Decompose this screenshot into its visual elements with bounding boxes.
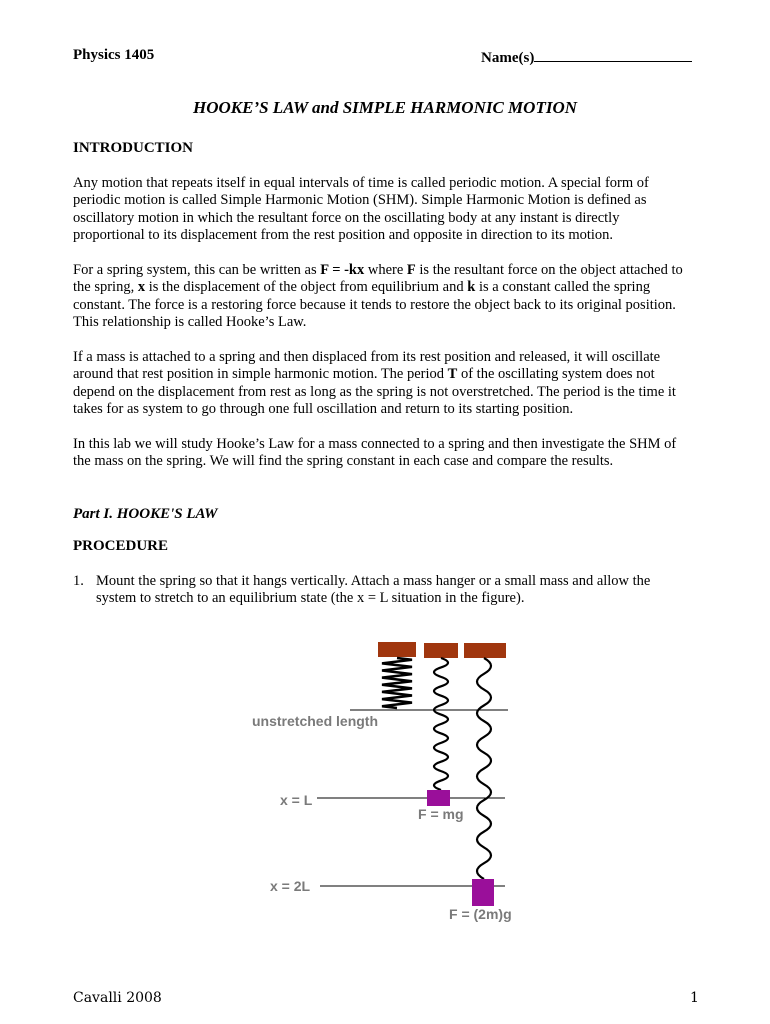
intro-paragraph-3: If a mass is attached to a spring and then displaced from its rest position and released, it will oscillate around that rest position in simple harmonic motion. The period T of the oscillating system does not depend on the displacement from rest as long as the spring is not overstretched. The period is the time it takes for as system to go through one full oscillation and return to its starting position. <box>73 349 676 418</box>
name-label: Name(s) <box>481 50 535 66</box>
spring-stretched-L <box>434 658 448 790</box>
procedure-step <box>73 573 693 608</box>
x-equals-L-label: x = L <box>280 792 313 808</box>
spring-mount-2 <box>424 643 458 658</box>
page-number: 1 <box>690 990 699 1006</box>
name-field <box>481 47 692 67</box>
part-1-heading: Part I. HOOKE'S LAW <box>73 506 218 522</box>
page-title: HOOKE’S LAW and SIMPLE HARMONIC MOTION <box>192 98 577 117</box>
force-2mg-label: F = (2m)g <box>449 906 512 922</box>
force-mg-label: F = mg <box>418 806 464 822</box>
step-number: 1. <box>73 573 84 589</box>
step-text: Mount the spring so that it hangs vertically. Attach a mass hanger or a small mass and allow the system to stretch to an equilibrium state (the x = L situation in the figure). <box>96 573 651 607</box>
mass-2m <box>472 879 494 906</box>
introduction-heading: INTRODUCTION <box>73 140 194 156</box>
spring-mount-3 <box>464 643 506 658</box>
spring-stretched-2L <box>477 658 491 879</box>
mass-m <box>427 790 450 806</box>
unstretched-length-label: unstretched length <box>252 713 379 729</box>
x-equals-2L-label: x = 2L <box>270 878 311 894</box>
intro-paragraph-1: Any motion that repeats itself in equal intervals of time is called periodic motion. A special form of periodic motion is called Simple Harmonic Motion (SHM). Simple Harmonic Motion is defined as oscillatory motion in which the resultant force on the oscillating body at any instant is directly proportional to its displacement from the rest position and opposite in direction to its motion. <box>73 175 649 244</box>
footer-author: Cavalli 2008 <box>73 990 162 1006</box>
course-label: Physics 1405 <box>73 47 155 63</box>
name-blank-line <box>534 47 692 62</box>
spring-unstretched <box>382 658 412 708</box>
hookes-law-figure <box>0 630 770 930</box>
procedure-heading: PROCEDURE <box>73 538 169 554</box>
spring-mount-1 <box>378 642 416 657</box>
intro-paragraph-2: For a spring system, this can be written as F = -kx where F is the resultant force on the object attached to the spring, x is the displacement of the object from equilibrium and k is a constant called the spring constant. The force is a restoring force because it tends to restore the object back to its original position. This relationship is called Hooke’s Law. <box>73 262 683 331</box>
intro-paragraph-4: In this lab we will study Hooke’s Law for a mass connected to a spring and then investigate the SHM of the mass on the spring. We will find the spring constant in each case and compare the results. <box>73 436 677 470</box>
